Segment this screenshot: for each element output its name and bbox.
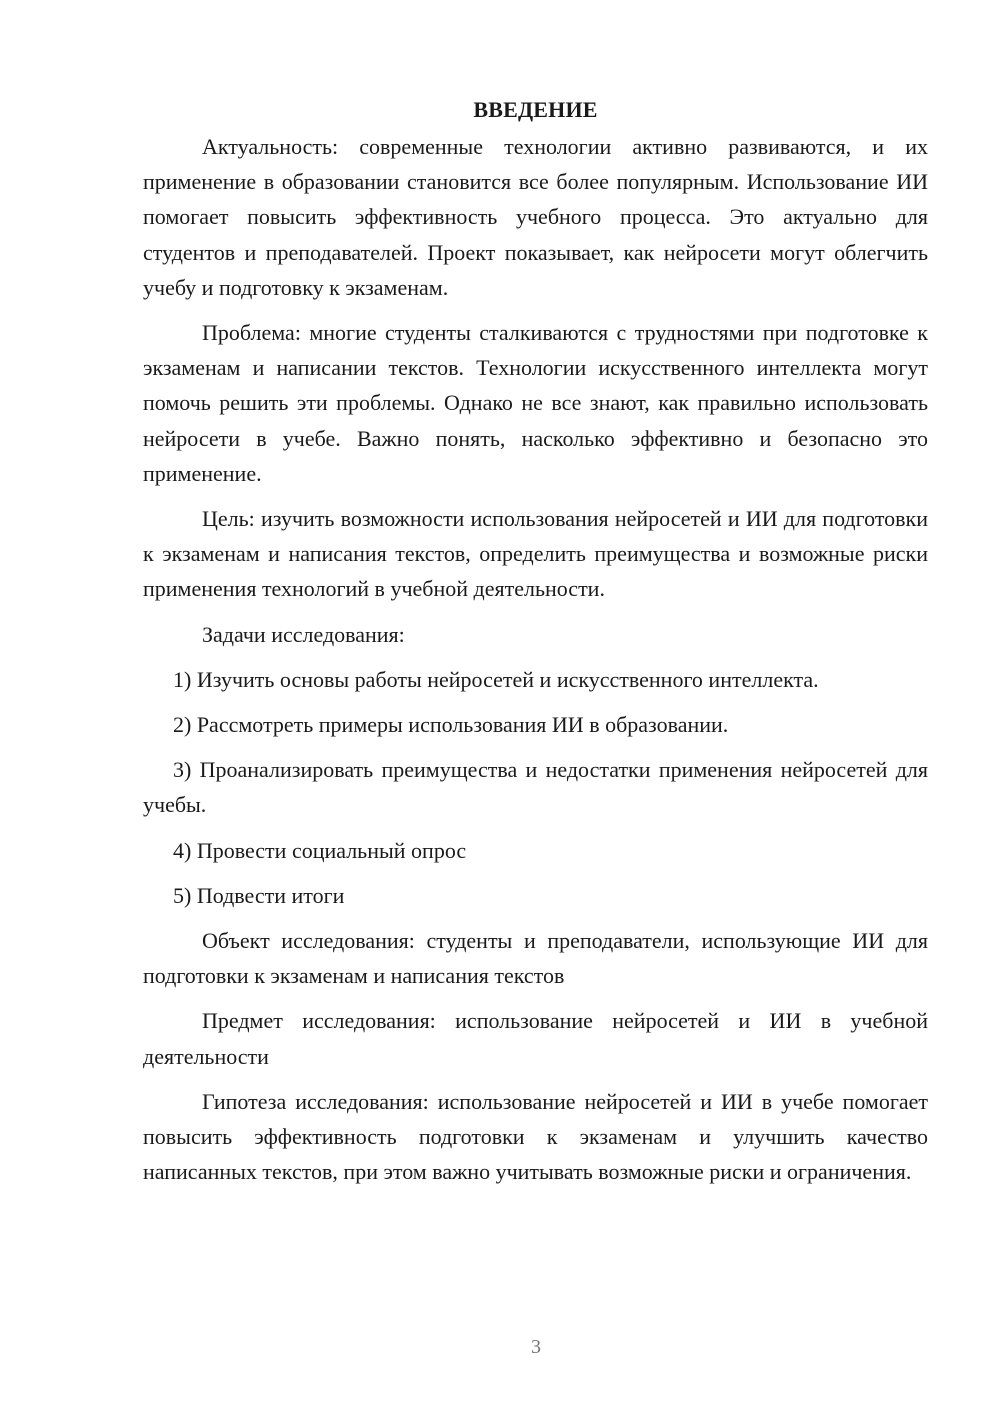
task-item-2: 2) Рассмотреть примеры использования ИИ в образовании. xyxy=(173,712,729,738)
task-item-4: 4) Провести социальный опрос xyxy=(173,837,467,863)
page-number: 3 xyxy=(531,1336,541,1358)
paragraph-subject: Предмет исследования: использование нейросетей и ИИ в учебной деятельности xyxy=(143,1008,928,1069)
task-item-5: 5) Подвести итоги xyxy=(173,882,345,908)
section-heading: ВВЕДЕНИЕ xyxy=(473,97,598,122)
page-content xyxy=(143,92,928,1199)
paragraph-tasks-intro: Задачи исследования: xyxy=(202,621,405,647)
paragraph-relevance: Актуальность: современные технологии активно развиваются, и их применение в образовании становится все более популярным. Использование ИИ помогает повысить эффективность учебного процесса. Это актуально для студентов и преподавателей. Проект показывает, как нейросети могут облегчить учебу и подготовку к экзаменам. xyxy=(143,134,928,300)
paragraph-goal: Цель: изучить возможности использования нейросетей и ИИ для подготовки к экзаменам и написания текстов, определить преимущества и возможные риски применения технологий в учебной деятельности. xyxy=(143,506,928,602)
task-item-3: 3) Проанализировать преимущества и недостатки применения нейросетей для учебы. xyxy=(143,757,928,818)
task-item-1: 1) Изучить основы работы нейросетей и искусственного интеллекта. xyxy=(173,666,819,692)
paragraph-problem: Проблема: многие студенты сталкиваются с трудностями при подготовке к экзаменам и написании текстов. Технологии искусственного интеллекта могут помочь решить эти проблемы. Однако не все знают, как правильно использовать нейросети в учебе. Важно понять, насколько эффективно и безопасно это применение. xyxy=(143,320,928,486)
paragraph-hypothesis: Гипотеза исследования: использование нейросетей и ИИ в учебе помогает повысить эффективность подготовки к экзаменам и улучшить качество написанных текстов, при этом важно учитывать возможные риски и ограничения. xyxy=(143,1088,928,1185)
paragraph-object: Объект исследования: студенты и преподаватели, использующие ИИ для подготовки к экзаменам и написания текстов xyxy=(143,928,928,989)
tasks-list xyxy=(143,662,928,913)
